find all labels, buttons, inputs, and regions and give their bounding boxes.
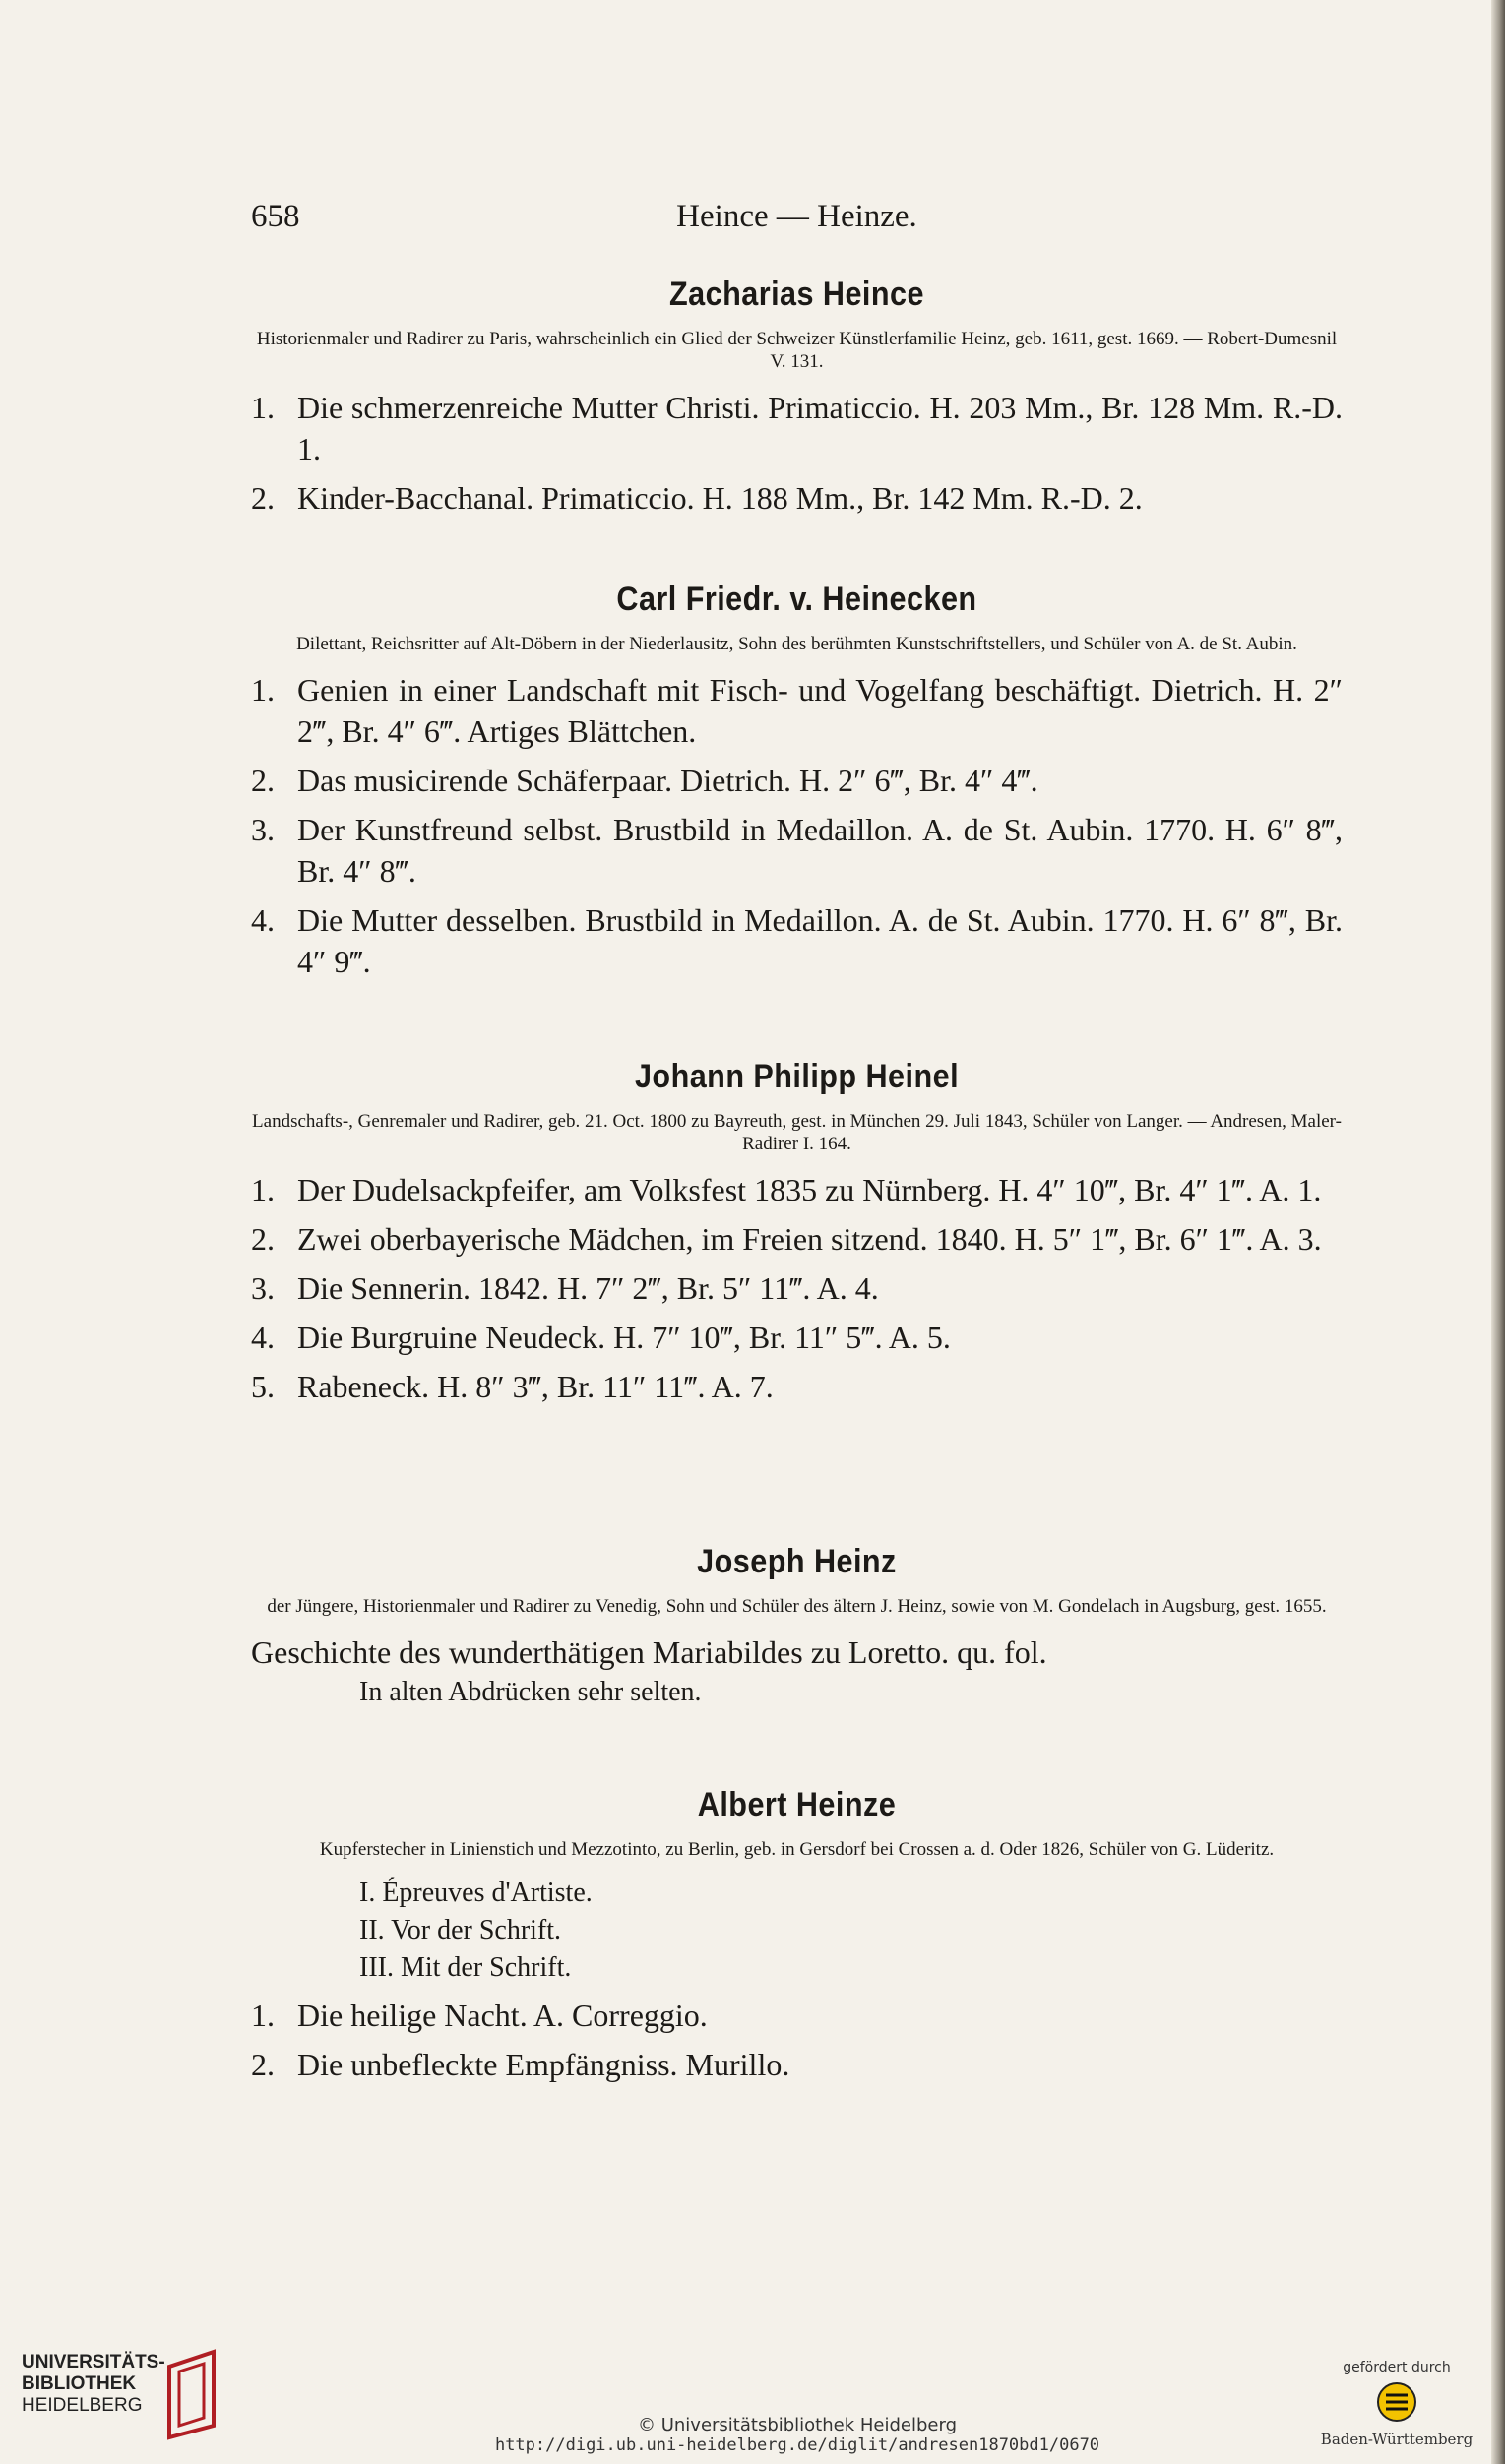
list-item <box>251 1366 1343 1407</box>
entry-number: 3. <box>251 1270 275 1306</box>
entry-text: Der Dudelsackpfeifer, am Volksfest 1835 zu Nürnberg. H. 4″ 10‴, Br. 4″ 1‴. A. 1. <box>297 1172 1322 1207</box>
entry-text: Zwei oberbayerische Mädchen, im Freien sitzend. 1840. H. 5″ 1‴, Br. 6″ 1‴. A. 3. <box>297 1221 1322 1257</box>
entry-text: Die schmerzenreiche Mutter Christi. Primaticcio. H. 203 Mm., Br. 128 Mm. R.-D. 1. <box>297 390 1343 466</box>
print-state: I. Épreuves d'Artiste. <box>359 1878 593 1908</box>
library-name-line2: BIBLIOTHEK <box>22 2373 137 2394</box>
entry-text: Das musicirende Schäferpaar. Dietrich. H. 2″ 6‴, Br. 4″ 4‴. <box>297 763 1038 798</box>
entry-text: Der Kunstfreund selbst. Brustbild in Medaillon. A. de St. Aubin. 1770. H. 6″ 8‴, Br. 4″ 8‴. <box>297 812 1343 889</box>
entry-number: 1. <box>251 1172 275 1207</box>
library-name <box>22 2352 165 2417</box>
list-item <box>251 1267 1343 1309</box>
list-item <box>251 2044 1343 2085</box>
entry-number: 1. <box>251 390 275 425</box>
entry-text: Genien in einer Landschaft mit Fisch- und Vogelfang beschäftigt. Dietrich. H. 2″ 2‴, Br. 4″ 6‴. Artiges Blättchen. <box>297 672 1343 749</box>
entry-number: 2. <box>251 480 275 516</box>
source-url-link[interactable]: http://digi.ub.uni-heidelberg.de/diglit/andresen1870bd1/0670 <box>494 2435 1100 2455</box>
list-item <box>251 669 1343 752</box>
artist-name: Johann Philipp Heinel <box>634 1058 960 1095</box>
library-name-line1: UNIVERSITÄTS- <box>22 2352 165 2372</box>
page-edge-shadow <box>1491 0 1505 2464</box>
entry-number: 5. <box>251 1369 275 1404</box>
work-note: In alten Abdrücken sehr selten. <box>359 1677 702 1707</box>
artist-section-johann-heinel <box>251 1058 1343 1415</box>
entry-text: Rabeneck. H. 8″ 3‴, Br. 11″ 11‴. A. 7. <box>297 1369 774 1404</box>
list-item <box>251 899 1343 982</box>
artist-name: Carl Friedr. v. Heinecken <box>616 581 977 618</box>
entry-number: 1. <box>251 1998 275 2033</box>
artist-name: Albert Heinze <box>697 1786 897 1823</box>
running-title: Heince — Heinze. <box>676 199 917 234</box>
list-item <box>251 1995 1343 2036</box>
list-item <box>251 809 1343 892</box>
entry-text: Kinder-Bacchanal. Primaticcio. H. 188 Mm., Br. 142 Mm. R.-D. 2. <box>297 480 1143 516</box>
entry-text: Die heilige Nacht. A. Correggio. <box>297 1998 708 2033</box>
list-item <box>251 760 1343 801</box>
entry-number: 1. <box>251 672 275 708</box>
artist-bio: Dilettant, Reichsritter auf Alt-Döbern in der Niederlausitz, Sohn des berühmten Kunstschriftstellers, und Schüler von A. de St. Aubin. <box>296 634 1297 654</box>
artist-name: Zacharias Heince <box>669 276 924 313</box>
artist-bio: Landschafts-, Genremaler und Radirer, geb. 21. Oct. 1800 zu Bayreuth, gest. in München 29. Juli 1843, Schüler von Langer. — Andresen, Maler-Radirer I. 164. <box>252 1111 1342 1154</box>
entry-number: 2. <box>251 1221 275 1257</box>
entry-text: Die Mutter desselben. Brustbild in Medaillon. A. de St. Aubin. 1770. H. 6″ 8‴, Br. 4″ 9‴. <box>297 902 1343 979</box>
print-state: III. Mit der Schrift. <box>359 1952 572 1983</box>
artist-name: Joseph Heinz <box>697 1543 897 1580</box>
list-item <box>251 1169 1343 1210</box>
sponsor-name: Baden-Württemberg <box>1320 2431 1474 2448</box>
artist-section-carl-heinecken <box>251 581 1343 990</box>
page-number: 658 <box>251 199 300 234</box>
running-header <box>251 199 1343 248</box>
entry-number: 2. <box>251 763 275 798</box>
artist-bio: der Jüngere, Historienmaler und Radirer zu Venedig, Sohn und Schüler des ältern J. Heinz, sowie von M. Gondelach in Augsburg, gest. 1655. <box>267 1596 1327 1617</box>
list-item <box>251 1218 1343 1260</box>
artist-section-zacharias-heince <box>251 276 1343 526</box>
list-item <box>251 1317 1343 1358</box>
entry-text: Die Sennerin. 1842. H. 7″ 2‴, Br. 5″ 11‴. A. 4. <box>297 1270 879 1306</box>
state-crest-icon <box>1376 2381 1417 2423</box>
work-title: Geschichte des wunderthätigen Mariabildes zu Loretto. qu. fol. <box>251 1634 1047 1670</box>
copyright-block <box>492 2416 1102 2455</box>
entry-number: 3. <box>251 812 275 847</box>
list-item <box>251 387 1343 469</box>
list-item <box>251 477 1343 519</box>
entry-text: Die unbefleckte Empfängniss. Murillo. <box>297 2047 790 2082</box>
artist-bio: Kupferstecher in Linienstich und Mezzotinto, zu Berlin, geb. in Gersdorf bei Crossen a. d. Oder 1826, Schüler von G. Lüderitz. <box>319 1839 1275 1860</box>
entry-number: 4. <box>251 902 275 938</box>
sponsor-block <box>1318 2360 1475 2448</box>
print-state: II. Vor der Schrift. <box>359 1915 562 1945</box>
sponsor-label: gefördert durch <box>1343 2360 1451 2375</box>
print-states-list <box>359 1875 1343 1987</box>
artist-section-albert-heinze <box>251 1786 1343 2093</box>
entry-number: 2. <box>251 2047 275 2082</box>
artist-bio: Historienmaler und Radirer zu Paris, wahrscheinlich ein Glied der Schweizer Künstlerfamilie Heinz, geb. 1611, gest. 1669. — Robert-Dumesnil V. 131. <box>256 329 1338 372</box>
entry-text: Die Burgruine Neudeck. H. 7″ 10‴, Br. 11″ 5‴. A. 5. <box>297 1320 951 1355</box>
copyright-text: © Universitätsbibliothek Heidelberg <box>637 2415 957 2435</box>
entry-number: 4. <box>251 1320 275 1355</box>
artist-section-joseph-heinz <box>251 1543 1343 1712</box>
library-name-line3: HEIDELBERG <box>22 2395 143 2416</box>
